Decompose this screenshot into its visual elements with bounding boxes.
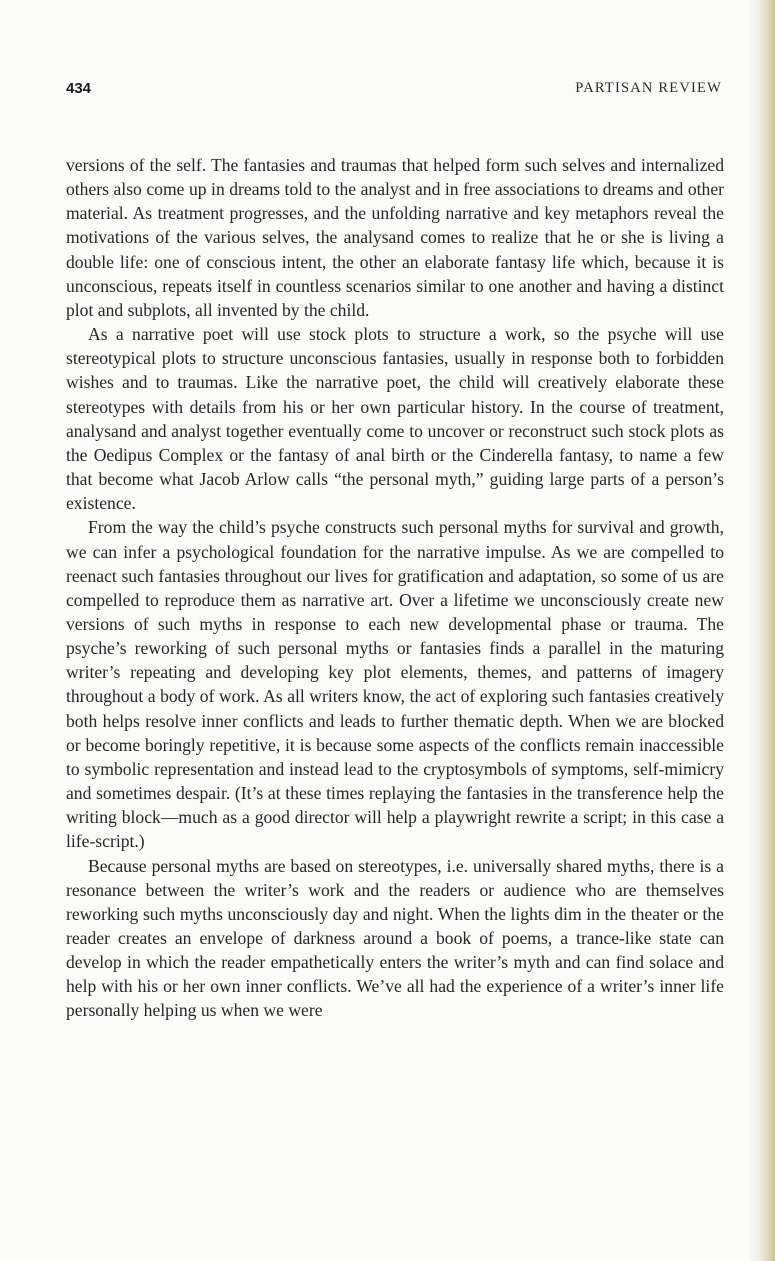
page-number: 434: [66, 80, 92, 97]
paragraph-2: As a narrative poet will use stock plots to structure a work, so the psyche will use stereotypical plots to structure unconscious fantasies, usually in response both to forbidden wishes and to traumas. Like the narrative poet, the child will creatively elaborate these stereotypes with details from his or her own particular history. In the course of treatment, analysand and analyst together eventually come to uncover or reconstruct such stock plots as the Oedipus Complex or the fantasy of anal birth or the Cinderella fantasy, to name a few that become what Jacob Arlow calls “the personal myth,” guiding large parts of a person’s existence.: [66, 324, 724, 514]
running-head: [66, 80, 722, 102]
paragraph-4: Because personal myths are based on stereotypes, i.e. universally shared myths, there is a resonance between the writer’s work and the readers or audience who are themselves reworking such myths unconsciously day and night. When the lights dim in the theater or the reader creates an envelope of darkness around a book of poems, a trance-like state can develop in which the reader empathetically enters the writer’s myth and can find solace and help with his or her own inner conflicts. We’ve all had the experience of a writer’s inner life personally helping us when we were: [66, 855, 724, 1021]
paragraph-3: From the way the child’s psyche constructs such personal myths for survival and growth, we can infer a psychological foundation for the narrative impulse. As we are compelled to reenact such fantasies throughout our lives for gratification and adaptation, so some of us are compelled to reproduce them as narrative art. Over a lifetime we unconsciously create new versions of such myths in response to each new developmental phase or trauma. The psyche’s reworking of such personal myths or fantasies finds a parallel in the maturing writer’s repeating and developing key plot elements, themes, and patterns of imagery throughout a body of work. As all writers know, the act of exploring such fantasies creatively both helps resolve inner conflicts and leads to further thematic depth. When we are blocked or become boringly repetitive, it is because some aspects of the conflicts remain inaccessible to symbolic representation and instead lead to the cryptosymbols of symptoms, self-mimicry and sometimes despair. (It’s at these times replaying the fantasies in the transference help the writing block—much as a good director will help a playwright rewrite a script; in this case a life-script.): [66, 517, 724, 852]
journal-title: PARTISAN REVIEW: [575, 80, 722, 96]
paragraph-1: versions of the self. The fantasies and traumas that helped form such selves and internalized others also come up in dreams told to the analyst and in free associations to dreams and other material. As treatment progresses, and the unfolding narrative and key metaphors reveal the motivations of the various selves, the analysand comes to realize that he or she is living a double life: one of conscious intent, the other an elaborate fantasy life which, because it is unconscious, repeats itself in countless scenarios similar to one another and having a distinct plot and subplots, all invented by the child.: [66, 155, 724, 320]
body-text: [66, 153, 724, 1023]
page-spine-shadow: [747, 0, 775, 1261]
